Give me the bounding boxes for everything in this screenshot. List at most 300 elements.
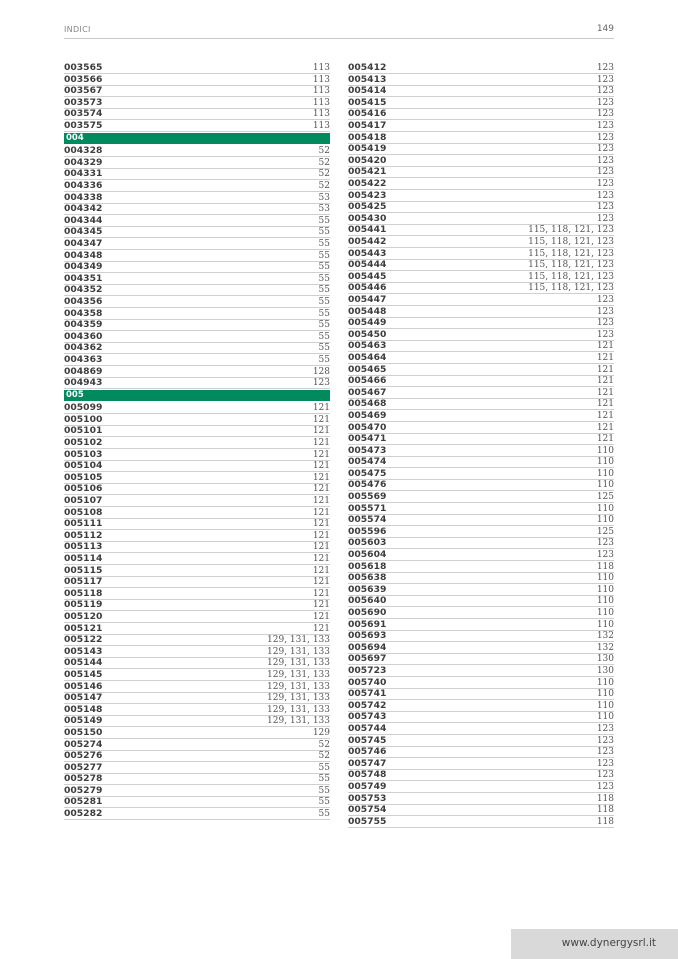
page-references: 121 — [596, 341, 614, 352]
article-code: 005421 — [348, 166, 387, 178]
article-code: 004344 — [64, 214, 103, 226]
page-references: 121 — [312, 472, 330, 483]
section-title: INDICI — [64, 25, 91, 34]
article-code: 004349 — [64, 261, 103, 273]
article-code: 005640 — [348, 595, 387, 607]
page-references: 113 — [312, 97, 330, 108]
page-references: 121 — [596, 376, 614, 387]
index-row — [348, 306, 614, 318]
article-code: 005282 — [64, 808, 103, 820]
index-row — [64, 378, 330, 390]
page-references: 110 — [596, 677, 614, 688]
article-code: 005569 — [348, 491, 387, 503]
index-row — [64, 180, 330, 192]
page-references: 110 — [596, 573, 614, 584]
article-code: 005464 — [348, 351, 387, 363]
page-references: 52 — [318, 181, 330, 192]
page-references: 121 — [312, 588, 330, 599]
index-row — [64, 484, 330, 496]
index-row — [64, 308, 330, 320]
page-references: 123 — [596, 538, 614, 549]
index-row — [348, 202, 614, 214]
index-row — [348, 120, 614, 132]
page-references: 55 — [318, 215, 330, 226]
index-column-left — [64, 63, 330, 821]
article-code: 005755 — [348, 815, 387, 827]
index-row — [64, 727, 330, 739]
index-row — [64, 774, 330, 786]
article-code: 004356 — [64, 295, 103, 307]
article-code: 005100 — [64, 413, 103, 425]
article-code: 005470 — [348, 421, 387, 433]
page-references: 115, 118, 121, 123 — [528, 225, 614, 236]
page-references: 129, 131, 133 — [267, 646, 330, 657]
index-row — [64, 600, 330, 612]
page-references: 123 — [596, 63, 614, 74]
article-code: 005745 — [348, 734, 387, 746]
article-code: 005697 — [348, 653, 387, 665]
index-row — [64, 146, 330, 158]
article-code: 005105 — [64, 471, 103, 483]
article-code: 005277 — [64, 761, 103, 773]
index-row — [64, 86, 330, 98]
index-row — [64, 169, 330, 181]
index-row — [64, 565, 330, 577]
article-code: 005604 — [348, 549, 387, 561]
index-row — [64, 588, 330, 600]
article-code: 005147 — [64, 692, 103, 704]
index-row — [348, 642, 614, 654]
page-references: 123 — [596, 318, 614, 329]
page-references: 123 — [596, 213, 614, 224]
article-code: 005101 — [64, 425, 103, 437]
page-references: 110 — [596, 503, 614, 514]
index-row — [64, 331, 330, 343]
article-code: 005276 — [64, 750, 103, 762]
index-row — [64, 495, 330, 507]
page-references: 123 — [596, 86, 614, 97]
page-references: 121 — [312, 461, 330, 472]
article-code: 005106 — [64, 483, 103, 495]
page-references: 132 — [596, 642, 614, 653]
article-code: 005430 — [348, 212, 387, 224]
article-code: 004336 — [64, 180, 103, 192]
page-references: 113 — [312, 109, 330, 120]
page-references: 129, 131, 133 — [267, 635, 330, 646]
index-row — [64, 296, 330, 308]
page-references: 123 — [596, 306, 614, 317]
article-code: 005422 — [348, 178, 387, 190]
index-row — [348, 352, 614, 364]
index-row — [348, 677, 614, 689]
page-references: 110 — [596, 480, 614, 491]
article-code: 005121 — [64, 622, 103, 634]
article-code: 005413 — [348, 73, 387, 85]
article-code: 004869 — [64, 365, 103, 377]
article-code: 005740 — [348, 676, 387, 688]
page-references: 123 — [596, 202, 614, 213]
article-code: 005416 — [348, 108, 387, 120]
index-row — [348, 723, 614, 735]
index-row — [64, 797, 330, 809]
page-references: 121 — [312, 438, 330, 449]
index-row — [348, 526, 614, 538]
index-row — [64, 250, 330, 262]
page-references: 110 — [596, 515, 614, 526]
page-references: 123 — [596, 294, 614, 305]
page-references: 121 — [312, 426, 330, 437]
article-code: 005743 — [348, 711, 387, 723]
article-code: 005107 — [64, 495, 103, 507]
article-code: 005603 — [348, 537, 387, 549]
index-row — [348, 607, 614, 619]
article-code: 005693 — [348, 630, 387, 642]
article-code: 005145 — [64, 668, 103, 680]
article-code: 005744 — [348, 722, 387, 734]
article-code: 005148 — [64, 703, 103, 715]
section-header: 004 — [64, 133, 330, 144]
index-row — [64, 762, 330, 774]
index-row — [348, 387, 614, 399]
article-code: 005442 — [348, 236, 387, 247]
index-row — [348, 399, 614, 411]
article-code: 004338 — [64, 191, 103, 203]
page-references: 121 — [312, 611, 330, 622]
index-row — [64, 157, 330, 169]
article-code: 005468 — [348, 398, 387, 410]
article-code: 005122 — [64, 634, 103, 646]
article-code: 004342 — [64, 203, 103, 215]
article-code: 005690 — [348, 607, 387, 618]
page-references: 110 — [596, 468, 614, 479]
article-code: 003567 — [64, 85, 103, 97]
index-row — [348, 515, 614, 527]
article-code: 005119 — [64, 599, 103, 611]
article-code: 005120 — [64, 610, 103, 622]
article-code: 005463 — [348, 340, 387, 352]
page-references: 55 — [318, 809, 330, 820]
page-references: 121 — [596, 434, 614, 445]
index-row — [64, 120, 330, 132]
article-code: 005281 — [64, 796, 103, 808]
index-row — [64, 751, 330, 763]
article-code: 004329 — [64, 156, 103, 168]
index-row — [348, 86, 614, 98]
article-code: 004348 — [64, 249, 103, 261]
page-references: 55 — [318, 785, 330, 796]
index-row — [64, 285, 330, 297]
index-row — [64, 553, 330, 565]
page-references: 53 — [318, 204, 330, 215]
index-row — [348, 167, 614, 179]
index-row — [64, 414, 330, 426]
index-row — [348, 793, 614, 805]
article-code: 005104 — [64, 460, 103, 472]
article-code: 005150 — [64, 726, 103, 738]
page-references: 123 — [596, 735, 614, 746]
page-references: 121 — [596, 364, 614, 375]
index-row — [348, 132, 614, 144]
index-row — [64, 449, 330, 461]
index-column-right — [348, 63, 614, 828]
page-references: 110 — [596, 457, 614, 468]
page-references: 55 — [318, 308, 330, 319]
article-code: 005415 — [348, 96, 387, 108]
article-code: 003573 — [64, 96, 103, 108]
article-code: 004345 — [64, 226, 103, 238]
article-code: 005748 — [348, 769, 387, 781]
article-code: 005639 — [348, 583, 387, 595]
page-references: 121 — [312, 577, 330, 588]
article-code: 005414 — [348, 85, 387, 97]
page-references: 115, 118, 121, 123 — [528, 237, 614, 247]
index-row — [348, 758, 614, 770]
page-references: 52 — [318, 739, 330, 750]
article-code: 005467 — [348, 386, 387, 398]
page-references: 123 — [596, 144, 614, 155]
page-references: 115, 118, 121, 123 — [528, 260, 614, 271]
index-row — [348, 318, 614, 330]
index-row — [348, 491, 614, 503]
article-code: 005425 — [348, 201, 387, 213]
index-row — [64, 262, 330, 274]
page-references: 125 — [596, 526, 614, 537]
page-references: 115, 118, 121, 123 — [528, 248, 614, 259]
page-references: 121 — [312, 623, 330, 634]
index-row — [64, 63, 330, 75]
index-row — [348, 689, 614, 701]
article-code: 005754 — [348, 804, 387, 816]
page-references: 129, 131, 133 — [267, 681, 330, 692]
page-references: 121 — [312, 484, 330, 495]
index-row — [348, 468, 614, 480]
page-references: 121 — [312, 496, 330, 507]
article-code: 005441 — [348, 224, 387, 236]
page-references: 123 — [596, 121, 614, 132]
index-row — [348, 271, 614, 283]
page-references: 121 — [596, 410, 614, 421]
page-references: 55 — [318, 285, 330, 296]
index-row — [348, 364, 614, 376]
article-code: 005108 — [64, 506, 103, 518]
page-references: 118 — [596, 805, 614, 816]
page-references: 115, 118, 121, 123 — [528, 271, 614, 282]
page-references: 55 — [318, 227, 330, 238]
page-references: 129, 131, 133 — [267, 658, 330, 669]
index-row — [64, 623, 330, 635]
article-code: 004352 — [64, 284, 103, 296]
page-references: 55 — [318, 762, 330, 773]
index-row — [348, 781, 614, 793]
article-code: 005144 — [64, 657, 103, 669]
article-code: 004347 — [64, 237, 103, 249]
article-code: 005447 — [348, 293, 387, 305]
index-row — [348, 74, 614, 86]
index-row — [348, 700, 614, 712]
page-references: 55 — [318, 296, 330, 307]
page-references: 123 — [596, 132, 614, 143]
index-row — [348, 665, 614, 677]
article-code: 005473 — [348, 444, 387, 456]
index-row — [64, 542, 330, 554]
article-code: 005417 — [348, 120, 387, 132]
article-code: 005114 — [64, 553, 103, 564]
page-references: 123 — [596, 97, 614, 108]
article-code: 005103 — [64, 448, 103, 460]
index-row — [64, 669, 330, 681]
index-row — [348, 190, 614, 202]
page-references: 55 — [318, 797, 330, 808]
index-row — [64, 238, 330, 250]
article-code: 005445 — [348, 270, 387, 282]
footer-bar — [511, 929, 678, 959]
index-row — [348, 144, 614, 156]
index-row — [64, 530, 330, 542]
article-code: 005143 — [64, 645, 103, 657]
page-references: 129, 131, 133 — [267, 693, 330, 704]
index-row — [348, 155, 614, 167]
page-references: 121 — [596, 399, 614, 410]
index-row — [348, 735, 614, 747]
page-references: 123 — [596, 550, 614, 561]
article-code: 005694 — [348, 641, 387, 653]
index-row — [64, 461, 330, 473]
page-references: 115, 118, 121, 123 — [528, 283, 614, 294]
article-code: 005111 — [64, 518, 103, 530]
article-code: 005596 — [348, 525, 387, 537]
index-row — [348, 410, 614, 422]
index-row — [64, 74, 330, 86]
index-row — [64, 808, 330, 820]
page-references: 121 — [312, 600, 330, 611]
article-code: 005471 — [348, 433, 387, 445]
article-code: 004359 — [64, 319, 103, 331]
index-row — [348, 434, 614, 446]
page-header — [64, 24, 614, 39]
article-code: 005691 — [348, 618, 387, 630]
index-row — [348, 376, 614, 388]
article-code: 005747 — [348, 757, 387, 769]
index-row — [64, 519, 330, 531]
index-row — [348, 341, 614, 353]
page-references: 121 — [312, 519, 330, 530]
page-references: 130 — [596, 665, 614, 676]
index-row — [64, 635, 330, 647]
article-code: 005618 — [348, 560, 387, 572]
page-references: 123 — [596, 770, 614, 781]
page-references: 121 — [312, 449, 330, 460]
page-references: 118 — [596, 561, 614, 572]
page-references: 113 — [312, 121, 330, 132]
page-number: 149 — [596, 24, 614, 34]
index-row — [348, 329, 614, 341]
index-row — [64, 507, 330, 519]
index-row — [348, 480, 614, 492]
page-references: 123 — [596, 167, 614, 178]
index-row — [64, 739, 330, 751]
index-row — [348, 225, 614, 237]
index-row — [64, 646, 330, 658]
page-references: 55 — [318, 354, 330, 365]
page-references: 123 — [596, 179, 614, 190]
index-row — [64, 97, 330, 109]
index-row — [64, 403, 330, 415]
article-code: 003574 — [64, 108, 103, 120]
article-code: 005112 — [64, 529, 103, 541]
article-code: 004363 — [64, 353, 103, 365]
index-row — [348, 584, 614, 596]
page-references: 53 — [318, 192, 330, 203]
page-references: 52 — [318, 157, 330, 168]
index-row — [64, 204, 330, 216]
page-references: 129, 131, 133 — [267, 716, 330, 727]
article-code: 004358 — [64, 307, 103, 319]
index-row — [348, 770, 614, 782]
index-row — [348, 631, 614, 643]
index-row — [348, 248, 614, 260]
article-code: 003566 — [64, 73, 103, 85]
article-code: 005638 — [348, 572, 387, 584]
article-code: 005742 — [348, 699, 387, 711]
page-references: 123 — [596, 74, 614, 85]
index-row — [64, 366, 330, 378]
page-references: 55 — [318, 343, 330, 354]
article-code: 005574 — [348, 514, 387, 526]
website-link[interactable]: www.dynergysrl.it — [561, 937, 656, 949]
article-code: 005420 — [348, 154, 387, 166]
article-code: 004351 — [64, 272, 103, 284]
page-references: 52 — [318, 751, 330, 762]
index-row — [348, 654, 614, 666]
index-row — [348, 445, 614, 457]
article-code: 005753 — [348, 792, 387, 804]
index-row — [348, 63, 614, 75]
page-references: 110 — [596, 619, 614, 630]
article-code: 005446 — [348, 282, 387, 294]
article-code: 005571 — [348, 502, 387, 514]
page-references: 129, 131, 133 — [267, 704, 330, 715]
page-references: 123 — [596, 109, 614, 120]
index-row — [348, 236, 614, 248]
article-code: 005146 — [64, 680, 103, 692]
page-references: 123 — [596, 781, 614, 792]
page-references: 113 — [312, 74, 330, 85]
page-references: 123 — [596, 190, 614, 201]
article-code: 005475 — [348, 467, 387, 479]
article-code: 005450 — [348, 328, 387, 340]
article-code: 005418 — [348, 131, 387, 143]
article-code: 004331 — [64, 168, 103, 180]
article-code: 005444 — [348, 259, 387, 271]
index-row — [64, 320, 330, 332]
index-row — [348, 573, 614, 585]
article-code: 003565 — [64, 62, 103, 74]
page-references: 121 — [312, 403, 330, 414]
page-references: 121 — [596, 422, 614, 433]
page-references: 121 — [596, 387, 614, 398]
index-row — [348, 549, 614, 561]
index-row — [348, 260, 614, 272]
index-row — [64, 426, 330, 438]
index-row — [348, 503, 614, 515]
article-code: 005465 — [348, 363, 387, 375]
page-references: 123 — [596, 155, 614, 166]
article-code: 005723 — [348, 664, 387, 676]
page-references: 52 — [318, 146, 330, 157]
index-row — [64, 354, 330, 366]
page-references: 55 — [318, 238, 330, 249]
index-row — [348, 97, 614, 109]
